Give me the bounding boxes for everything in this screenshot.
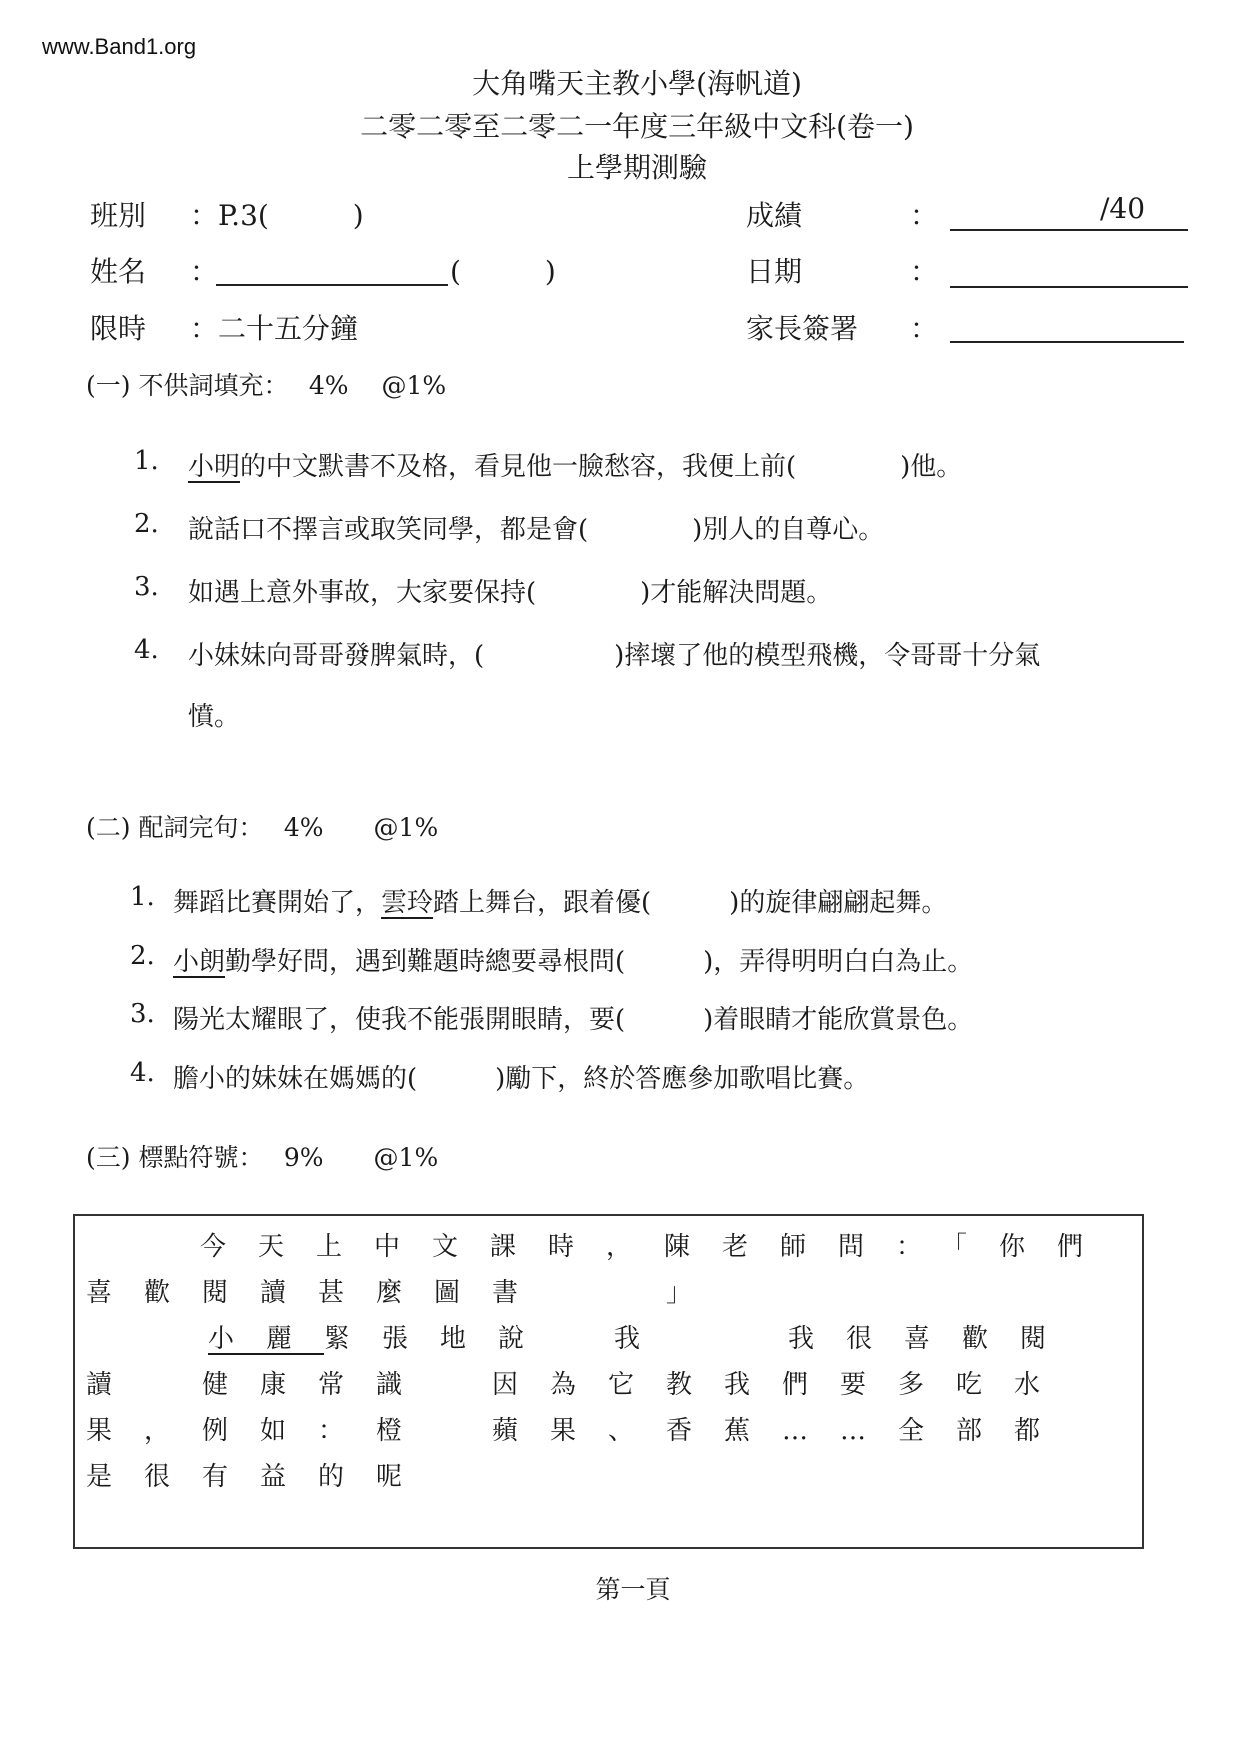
time-label: 限時: [90, 312, 147, 345]
question-number: 2.: [130, 941, 155, 971]
question-1-3: 如遇上意外事故，大家要保持( )才能解決問題。: [188, 578, 833, 608]
exam-title: 上學期測驗: [566, 151, 707, 184]
score-label: 成績: [746, 199, 803, 232]
proper-name: 小麗: [208, 1324, 325, 1354]
question-2-2: [173, 941, 973, 978]
question-text: 的中文默書不及格，看見他一臉愁容，我便上前( )他。: [240, 452, 963, 482]
passage-line: 讀 健康常識 因為它教我們要多吃水: [86, 1370, 1073, 1400]
section1-heading: (一) 不供詞填充： 4% @1%: [86, 371, 447, 400]
question-2-3: 陽光太耀眼了，使我不能張開眼睛，要( )着眼睛才能欣賞景色。: [173, 1005, 974, 1035]
proper-name: 小朗: [173, 947, 226, 977]
section3-heading: (三) 標點符號： 9% @1%: [86, 1143, 439, 1172]
parent-signature-label: 家長簽署: [746, 312, 859, 345]
passage-line: 果，例如：橙 蘋果、香蕉……全部都: [86, 1416, 1073, 1446]
page-number: 第一頁: [595, 1575, 671, 1604]
signature-colon: ：: [910, 312, 939, 345]
passage-line: [208, 1318, 1078, 1355]
paper-title: 二零二零至二零二一年度三年級中文科(卷一): [360, 110, 914, 143]
passage-line: 喜歡閱讀甚麼圖書 」: [86, 1278, 725, 1308]
section2-heading: (二) 配詞完句： 4% @1%: [86, 813, 439, 842]
question-number: 4.: [134, 635, 159, 665]
passage-text: 緊張地說 我 我很喜歡閱: [324, 1324, 1079, 1354]
parent-signature-field[interactable]: [950, 341, 1184, 343]
question-number: 2.: [134, 509, 159, 539]
class-value: ：P.3( ): [190, 199, 364, 232]
name-colon: ：: [190, 255, 219, 288]
question-text: 踏上舞台，跟着優( )的旋律翩翩起舞。: [433, 888, 948, 918]
date-field[interactable]: [950, 286, 1188, 288]
question-text: 舞蹈比賽開始了，: [173, 888, 382, 918]
question-number: 4.: [130, 1058, 155, 1088]
time-value: ：二十五分鐘: [190, 312, 359, 345]
proper-name: 雲玲: [381, 888, 434, 918]
passage-line: 今天上中文課時，陳老師問：「你們: [200, 1232, 1116, 1262]
name-field[interactable]: [216, 284, 448, 286]
score-field[interactable]: [950, 229, 1188, 231]
question-number: 1.: [134, 446, 159, 476]
question-1-1: [188, 446, 962, 483]
date-label: 日期: [746, 255, 803, 288]
question-number: 1.: [130, 882, 155, 912]
class-number-field[interactable]: ( ): [450, 255, 556, 288]
school-name: 大角嘴天主教小學(海帆道): [472, 67, 802, 100]
passage-line: 是很有益的呢: [86, 1462, 435, 1492]
score-colon: ：: [910, 199, 939, 232]
watermark: www.Band1.org: [42, 34, 197, 59]
question-1-4-continued: 憤。: [188, 702, 241, 732]
question-text: 勤學好問，遇到難題時總要尋根問( )，弄得明明白白為止。: [225, 947, 974, 977]
question-1-4: 小妹妹向哥哥發脾氣時，( )摔壞了他的模型飛機，令哥哥十分氣: [188, 641, 1041, 671]
question-2-4: 膽小的妹妹在媽媽的( )勵下，終於答應參加歌唱比賽。: [173, 1064, 870, 1094]
question-2-1: [173, 882, 947, 919]
name-label: 姓名: [90, 255, 147, 288]
date-colon: ：: [910, 255, 939, 288]
question-1-2: 說話口不擇言或取笑同學，都是會( )別人的自尊心。: [188, 515, 885, 545]
question-number: 3.: [130, 999, 155, 1029]
score-total: /40: [1100, 192, 1146, 225]
question-number: 3.: [134, 572, 159, 602]
class-label: 班別: [90, 199, 147, 232]
proper-name: 小明: [188, 452, 241, 482]
